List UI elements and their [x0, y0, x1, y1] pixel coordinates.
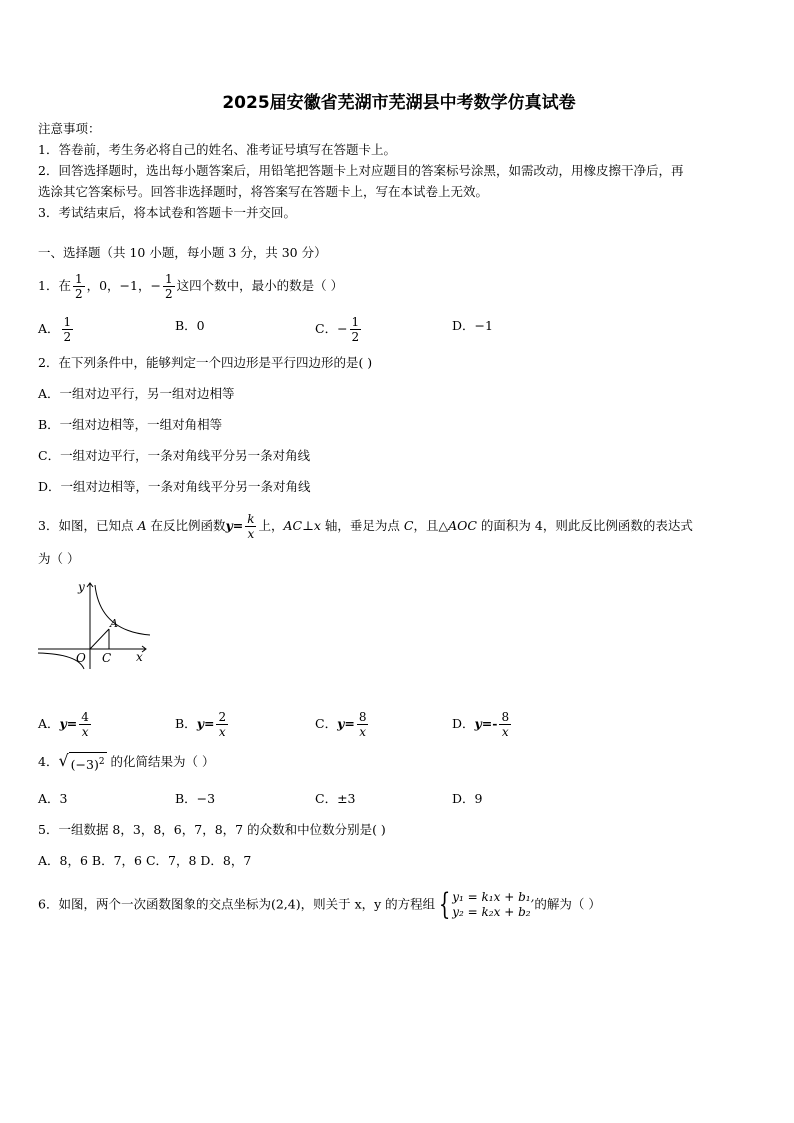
- question-2-stem: 2．在下列条件中，能够判定一个四边形是平行四边形的是( ): [38, 355, 373, 370]
- section-heading: 一、选择题（共 10 小题，每小题 3 分，共 30 分）: [38, 245, 327, 260]
- fraction: $\frac{1}{2}$: [74, 272, 83, 301]
- note-item: 1．答卷前，考生务必将自己的姓名、准考证号填写在答题卡上。: [38, 142, 396, 157]
- graph-label-x: x: [136, 650, 143, 664]
- option-c: C．y= $\frac{8}{x}$: [315, 710, 367, 739]
- option-b: B．−3: [175, 791, 216, 806]
- option-d: D．9: [452, 791, 483, 806]
- option-c: C．− $\frac{1}{2}$: [315, 315, 360, 344]
- graph-label-o: O: [76, 651, 86, 665]
- square-root: √ $(-3)^2$: [58, 751, 105, 773]
- note-item: 2．回答选择题时，选出每小题答案后，用铅笔把答题卡上对应题目的答案标号涂黑，如需改动，用橡皮擦干净后，再: [38, 163, 684, 178]
- option-b: B．y= $\frac{2}{x}$: [175, 710, 227, 739]
- graph-label-a: A: [110, 617, 118, 630]
- question-1-stem: 1．在 $\frac{1}{2}$ ，0，−1，− $\frac{1}{2}$ 这四个数中，最小的数是（ ）: [38, 272, 344, 301]
- hyperbola-branch-right: [95, 585, 150, 635]
- option-d: D．y=- $\frac{8}{x}$: [452, 710, 510, 739]
- option-c: C．一组对边平行，一条对角线平分另一条对角线: [38, 448, 311, 463]
- question-3-stem: 3．如图，已知点 A 在反比例函数y= $\frac{k}{x}$ 上，AC⊥x 轴，垂足为点 C，且△AOC 的面积为 4，则此反比例函数的表达式: [38, 512, 693, 541]
- option-b: B．0: [175, 318, 205, 333]
- equation-system: { y₁ = k₁x + b₁, y₂ = k₂x + b₂: [438, 887, 535, 922]
- question-5-stem: 5．一组数据 8，3，8，6，7，8，7 的众数和中位数分别是( ): [38, 822, 386, 837]
- option-a: A． $\frac{1}{2}$: [38, 315, 72, 344]
- graph-label-c: C: [102, 651, 112, 665]
- option-a: A．3: [38, 791, 68, 806]
- note-item: 3．考试结束后，将本试卷和答题卡一并交回。: [38, 205, 296, 220]
- option-c: C．±3: [315, 791, 356, 806]
- fraction: $\frac{1}{2}$: [164, 272, 173, 301]
- hyperbola-graph: [38, 575, 158, 670]
- exam-page: [38, 0, 760, 1123]
- option-d: D．一组对边相等，一条对角线平分另一条对角线: [38, 479, 311, 494]
- graph-label-y: y: [78, 580, 85, 594]
- page-title: 2025届安徽省芜湖市芜湖县中考数学仿真试卷: [222, 93, 576, 113]
- option-b: B．一组对边相等，一组对角相等: [38, 417, 223, 432]
- option-a: A．一组对边平行，另一组对边相等: [38, 386, 235, 401]
- note-item: 选涂其它答案标号。回答非选择题时，将答案写在答题卡上，写在本试卷上无效。: [38, 184, 489, 199]
- question-5-options: A．8，6 B．7，6 C．7，8 D．8，7: [38, 853, 252, 868]
- question-3-stem-line2: 为（ ）: [38, 551, 80, 566]
- segment-oa: [90, 629, 109, 649]
- option-a: A．y= $\frac{4}{x}$: [38, 710, 89, 739]
- question-6-stem: 6．如图，两个一次函数图象的交点坐标为(2,4)，则关于 x，y 的方程组 { y₁ = k₁x + b₁, y₂ = k₂x + b₂ 的解为（ ）: [38, 887, 601, 922]
- question-4-stem: 4． √ $(-3)^2$ 的化简结果为（ ）: [38, 751, 215, 773]
- option-d: D．−1: [452, 318, 493, 333]
- notes-heading: 注意事项：: [38, 121, 101, 136]
